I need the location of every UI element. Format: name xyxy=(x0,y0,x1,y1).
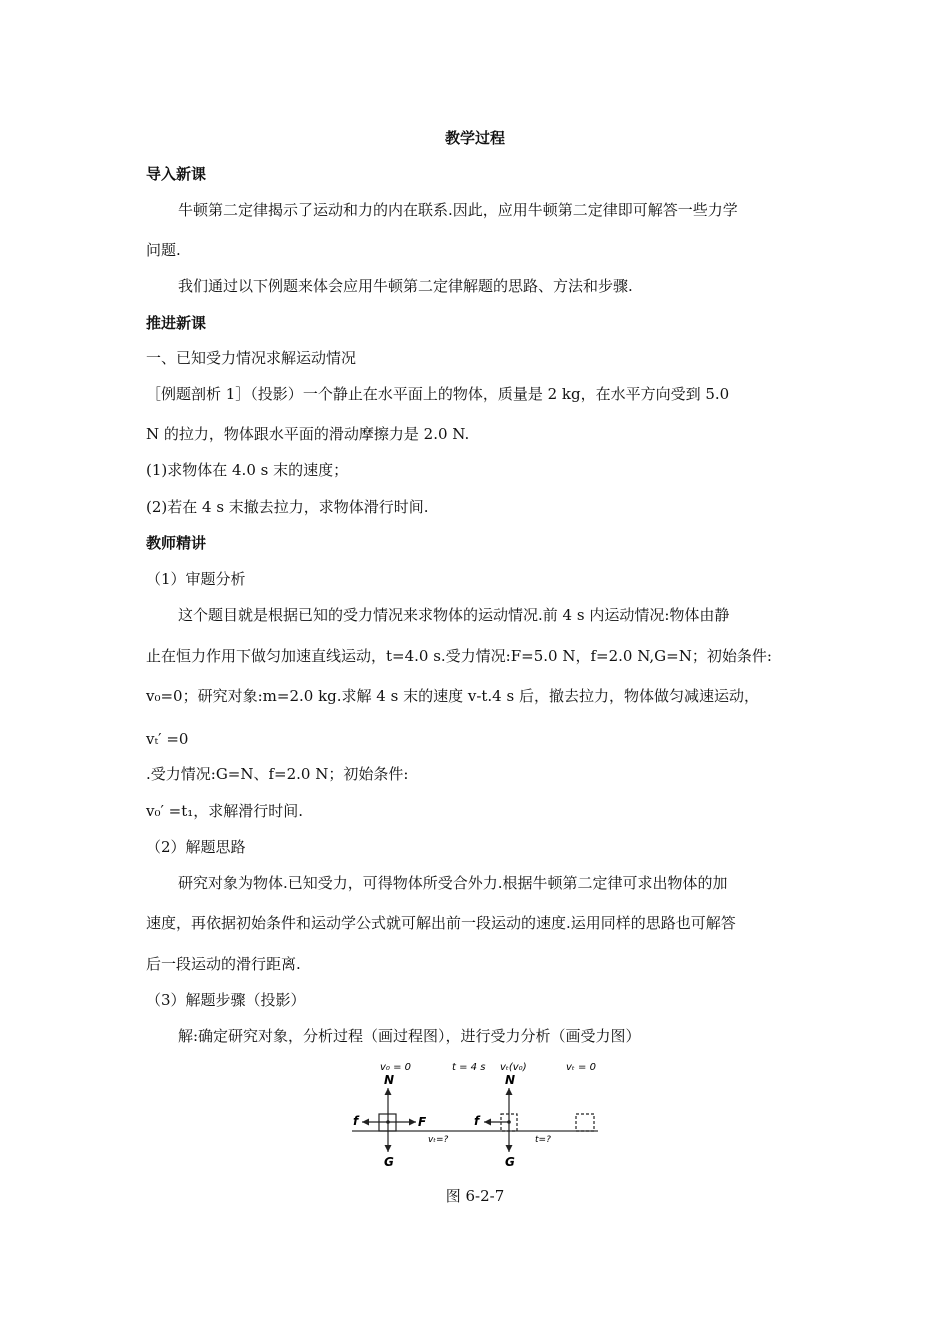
label-N-1: N xyxy=(384,1073,395,1087)
figure-caption: 图 6-2-7 xyxy=(445,1187,505,1205)
intro-paragraph-line-2: 问题. xyxy=(146,241,181,259)
label-F: F xyxy=(418,1115,427,1129)
teacher-heading: 教师精讲 xyxy=(146,534,207,552)
step3-title: （3）解题步骤（投影） xyxy=(146,991,306,1009)
step2-title: （2）解题思路 xyxy=(146,838,246,856)
label-v0-zero: v₀ = 0 xyxy=(380,1062,412,1073)
question-1: (1)求物体在 4.0 s 末的速度； xyxy=(146,461,349,479)
label-G-2: G xyxy=(505,1155,515,1169)
label-t-unknown: t=? xyxy=(535,1135,551,1145)
label-f-2: f xyxy=(474,1114,480,1128)
part1-title: 一、已知受力情况求解运动情况 xyxy=(146,349,357,367)
step1-line-6: v₀′ =t₁，求解滑行时间. xyxy=(146,802,304,820)
step2-line-2: 速度，再依据初始条件和运动学公式就可解出前一段运动的速度.运用同样的思路也可解答 xyxy=(146,914,736,932)
step1-title: （1）审题分析 xyxy=(146,570,246,588)
label-t-4s: t = 4 s xyxy=(452,1062,486,1073)
intro-paragraph-2: 我们通过以下例题来体会应用牛顿第二定律解题的思路、方法和步骤. xyxy=(178,277,633,295)
intro-paragraph-line-1: 牛顿第二定律揭示了运动和力的内在联系.因此，应用牛顿第二定律即可解答一些力学 xyxy=(178,201,738,219)
label-vt-v0: vₜ(v₀) xyxy=(500,1062,527,1073)
step1-line-1: 这个题目就是根据已知的受力情况来求物体的运动情况.前 4 s 内运动情况:物体由静 xyxy=(178,606,730,624)
process-force-diagram xyxy=(340,1052,610,1176)
label-vt-zero: vₜ = 0 xyxy=(566,1062,596,1073)
label-f-1: f xyxy=(353,1114,359,1128)
label-N-2: N xyxy=(505,1073,516,1087)
step2-line-3: 后一段运动的滑行距离. xyxy=(146,955,301,973)
step1-line-4: vₜ′ =0 xyxy=(146,730,189,748)
block-end xyxy=(576,1114,594,1131)
label-G-1: G xyxy=(384,1155,394,1169)
step3-line-1: 解:确定研究对象，分析过程（画过程图），进行受力分析（画受力图） xyxy=(178,1027,641,1045)
page-title: 教学过程 xyxy=(444,129,505,147)
question-2: (2)若在 4 s 末撤去拉力，求物体滑行时间. xyxy=(146,498,429,516)
intro-heading: 导入新课 xyxy=(146,165,207,183)
step1-line-2: 止在恒力作用下做匀加速直线运动，t=4.0 s.受力情况:F=5.0 N，f=2.0 N,G=N；初始条件: xyxy=(146,647,772,665)
example-line-1: ［例题剖析 1］（投影）一个静止在水平面上的物体，质量是 2 kg，在水平方向受到 5.0 xyxy=(146,385,730,403)
step2-line-1: 研究对象为物体.已知受力，可得物体所受合外力.根据牛顿第二定律可求出物体的加 xyxy=(178,874,728,892)
advance-heading: 推进新课 xyxy=(146,314,207,332)
example-line-2: N 的拉力，物体跟水平面的滑动摩擦力是 2.0 N. xyxy=(146,425,470,443)
label-vt-unknown: vₜ=? xyxy=(428,1135,449,1145)
step1-line-5: .受力情况:G=N、f=2.0 N；初始条件: xyxy=(146,765,409,783)
step1-line-3: v₀=0；研究对象:m=2.0 kg.求解 4 s 末的速度 v-t.4 s 后，撤去拉力，物体做匀减速运动， xyxy=(146,687,759,705)
